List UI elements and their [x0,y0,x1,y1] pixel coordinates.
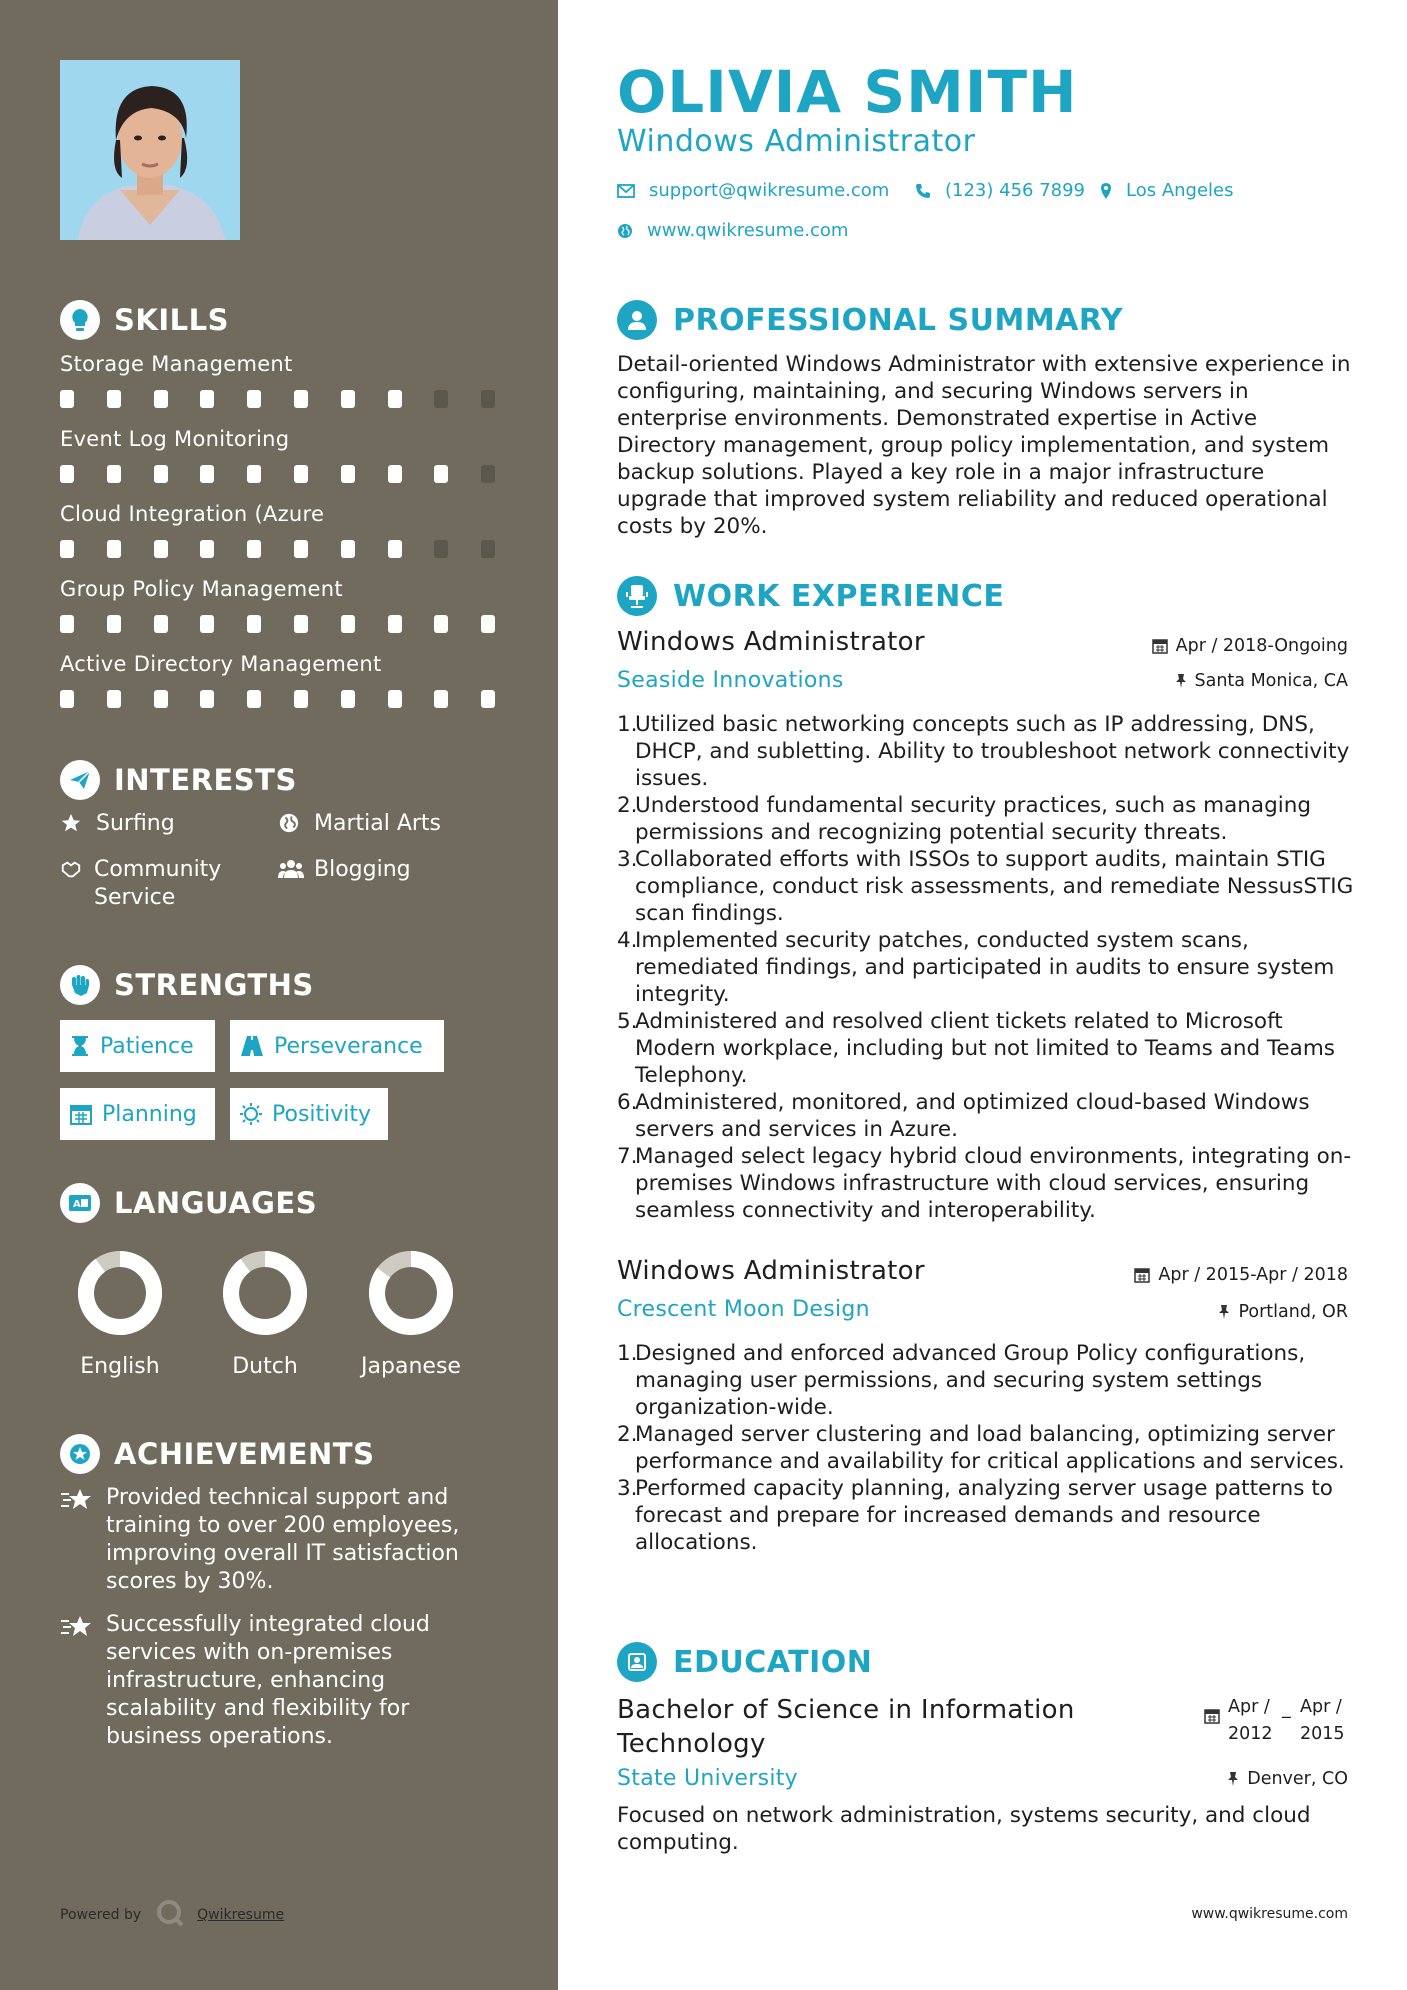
skill-item [60,577,500,633]
user-icon [617,300,657,340]
education-heading [617,1642,872,1682]
skill-dot [60,465,74,483]
skill-dot [434,390,448,408]
skill-dot [154,615,168,633]
skill-dot [60,540,74,558]
job-location [1218,1302,1348,1322]
language-name: English [80,1354,160,1379]
skill-dot [388,465,402,483]
interest-item [60,856,260,912]
strength-tag [230,1088,388,1140]
summary-title: PROFESSIONAL SUMMARY [673,302,1124,338]
language-ring [77,1250,163,1336]
job-location-text: Portland, OR [1238,1302,1348,1322]
interest-item [278,810,441,842]
strength-tag [60,1088,215,1140]
skill-dot [294,690,308,708]
skill-dot [341,465,355,483]
skill-dot [341,540,355,558]
skill-dot [481,390,495,408]
skill-dot [294,615,308,633]
duty-text: Designed and enforced advanced Group Policy configurations, managing user permissions, and securing system settings organization-wide. [635,1341,1306,1420]
email-contact[interactable] [617,180,889,201]
handshake-icon [60,858,82,888]
skill-dot [341,615,355,633]
skill-dot [247,615,261,633]
duty-text: Implemented security patches, conducted system scans, remediated findings, and participated in audits to ensure system integrity. [635,928,1335,1007]
graduation-icon [617,1642,657,1682]
interest-label: Surfing [96,811,175,836]
pin-icon [1175,673,1187,689]
skill-dot [247,690,261,708]
calendar-icon [1204,1708,1220,1724]
skill-rating [60,540,500,558]
phone-contact[interactable] [915,180,1085,201]
profile-photo [60,60,240,240]
skill-dot [481,615,495,633]
duty-text: Performed capacity planning, analyzing server usage patterns to forecast and prepare for increased demands and resource allocations. [635,1476,1333,1555]
duty-item: 2. Understood fundamental security practices, such as managing permissions and recognizing potential security threats. [617,792,1357,846]
skill-item [60,652,500,708]
interest-label: Martial Arts [314,811,442,836]
hourglass-icon [70,1035,90,1057]
qwikresume-logo-icon [155,1898,185,1932]
office-chair-icon [617,576,657,616]
job-company: Crescent Moon Design [617,1297,870,1322]
interest-item [60,810,175,842]
achievements-heading [60,1434,374,1474]
skill-rating [60,690,500,708]
powered-by-label: Powered by [60,1907,142,1923]
language-name: Dutch [232,1354,298,1379]
job-role: Windows Administrator [617,1256,925,1286]
skill-rating [60,615,500,633]
education-dates [1204,1694,1348,1748]
language-item [50,1250,190,1379]
job-dates-text: Apr / 2018-Ongoing [1175,636,1348,656]
skill-dot [200,690,214,708]
skill-rating [60,465,500,483]
interests-title: INTERESTS [114,763,297,797]
language-item [195,1250,335,1379]
skill-name: Storage Management [60,352,293,376]
strength-tag [230,1020,444,1072]
trophy-star-icon [60,1434,100,1474]
strengths-heading [60,965,314,1005]
skill-dot [154,540,168,558]
interest-item [278,856,411,888]
interest-label: Community Service [94,857,222,910]
strength-label: Perseverance [274,1033,423,1059]
users-icon [278,858,302,888]
skill-dot [60,390,74,408]
strength-label: Patience [100,1033,194,1059]
duty-item: 1. Utilized basic networking concepts such as IP addressing, DNS, DHCP, and subletting. Ability to troubleshoot network connectivity issues. [617,711,1357,792]
skill-name: Active Directory Management [60,652,382,676]
skill-dot [388,690,402,708]
skill-dot [434,540,448,558]
calendar-icon [70,1103,92,1125]
duty-item: 3. Collaborated efforts with ISSOs to support audits, maintain STIG compliance, conduct risk assessments, and remediate NessusSTIG scan findings. [617,846,1357,927]
candidate-name: OLIVIA SMITH [617,58,1078,126]
footer-website[interactable]: www.qwikresume.com [1191,1906,1348,1922]
website-contact[interactable] [617,220,848,241]
language-item [341,1250,481,1379]
education-title: EDUCATION [673,1644,873,1680]
duty-text: Understood fundamental security practices, such as managing permissions and recognizing potential security threats. [635,793,1311,845]
sidebar [0,0,558,1990]
skill-dot [247,540,261,558]
skill-dot [200,390,214,408]
skill-dot [107,465,121,483]
skill-dot [107,615,121,633]
duty-item: 3. Performed capacity planning, analyzing server usage patterns to forecast and prepare for increased demands and resource allocations. [617,1475,1357,1556]
skill-item [60,427,500,483]
road-icon [240,1035,264,1057]
candidate-title: Windows Administrator [617,124,976,159]
interest-label: Blogging [314,857,411,882]
skill-name: Cloud Integration (Azure [60,502,325,526]
achievement-item [60,1484,480,1596]
strength-label: Positivity [272,1101,372,1127]
map-marker-icon [1100,182,1112,200]
achievement-text: Provided technical support and training to over 200 employees, improving overall IT satisfaction scores by 30%. [106,1485,460,1594]
skill-rating [60,390,500,408]
translate-icon [60,1183,100,1223]
duty-item: 7. Managed select legacy hybrid cloud environments, integrating on-premises Windows infrastructure with cloud services, ensuring seamless connectivity and interoperability. [617,1143,1357,1224]
duty-item: 6. Administered, monitored, and optimized cloud-based Windows servers and services in Azure. [617,1089,1357,1143]
skill-dot [107,390,121,408]
job-location-text: Santa Monica, CA [1194,671,1348,691]
skill-name: Group Policy Management [60,577,343,601]
duty-text: Utilized basic networking concepts such as IP addressing, DNS, DHCP, and subletting. Ability to troubleshoot network connectivity issues. [635,712,1350,791]
skill-dot [294,390,308,408]
duty-text: Administered, monitored, and optimized cloud-based Windows servers and services in Azure. [635,1090,1310,1142]
job-location [1175,671,1349,691]
education-start: Apr / 2012 [1228,1697,1273,1744]
skill-dot [294,540,308,558]
job-dates [1134,1265,1348,1285]
skill-dot [247,465,261,483]
skill-name: Event Log Monitoring [60,427,290,451]
skill-dot [481,690,495,708]
star-icon [60,812,84,842]
experience-title: WORK EXPERIENCE [673,578,1005,614]
education-location [1227,1769,1348,1789]
skill-dot [341,690,355,708]
skill-dot [388,540,402,558]
pin-icon [1227,1771,1239,1787]
globe-icon [278,812,302,842]
skill-dot [154,465,168,483]
language-ring [368,1250,454,1336]
skill-dot [154,390,168,408]
duty-item: 2. Managed server clustering and load balancing, optimizing server performance and availability for critical applications and services. [617,1421,1357,1475]
job-company: Seaside Innovations [617,668,844,693]
skill-dot [434,690,448,708]
job-role: Windows Administrator [617,627,925,657]
skill-dot [481,465,495,483]
language-ring [222,1250,308,1336]
duty-text: Managed server clustering and load balancing, optimizing server performance and availability for critical applications and services. [635,1422,1345,1474]
duty-item: 5. Administered and resolved client tickets related to Microsoft Modern workplace, including but not limited to Teams and Teams Telephony. [617,1008,1357,1089]
fist-icon [60,965,100,1005]
skill-dot [60,690,74,708]
education-description: Focused on network administration, systems security, and cloud computing. [617,1803,1311,1855]
date-separator: _ [1282,1699,1291,1719]
language-ring-fill [231,1259,299,1327]
phone-text: (123) 456 7899 [945,180,1086,201]
school-name: State University [617,1766,799,1791]
job-dates-text: Apr / 2015-Apr / 2018 [1158,1265,1348,1285]
envelope-icon [617,184,635,198]
achievement-item [60,1611,480,1751]
strengths-title: STRENGTHS [114,968,314,1002]
skill-dot [294,465,308,483]
skill-dot [200,615,214,633]
skill-dot [388,390,402,408]
calendar-icon [1134,1267,1150,1283]
duty-text: Administered and resolved client tickets related to Microsoft Modern workplace, including but not limited to Teams and Teams Telephony. [635,1009,1335,1088]
email-text: support@qwikresume.com [649,180,890,201]
skill-dot [107,690,121,708]
phone-icon [915,183,931,199]
skill-dot [388,615,402,633]
achievement-text: Successfully integrated cloud services with on-premises infrastructure, enhancing scalability and flexibility for business operations. [106,1612,430,1749]
calendar-icon [1152,638,1168,654]
skill-dot [434,615,448,633]
skill-dot [200,540,214,558]
interests-heading [60,760,297,800]
qwikresume-link[interactable]: Qwikresume [197,1907,285,1923]
language-ring-fill [86,1259,154,1327]
location-contact [1100,180,1234,201]
skill-dot [200,465,214,483]
duty-item: 1. Designed and enforced advanced Group Policy configurations, managing user permissions, and securing system settings organization-wide. [617,1340,1357,1421]
skill-item [60,352,500,408]
website-text: www.qwikresume.com [647,220,849,241]
skill-dot [247,390,261,408]
shooting-star-icon [60,1486,96,1596]
pin-icon [1218,1304,1230,1320]
summary-heading [617,300,1123,340]
job-duties [617,1340,1357,1556]
globe-icon [617,223,633,239]
skill-dot [60,615,74,633]
strength-tag [60,1020,215,1072]
achievements-title: ACHIEVEMENTS [114,1437,375,1471]
powered-by [60,1898,284,1932]
languages-heading [60,1183,317,1223]
languages-title: LANGUAGES [114,1186,318,1220]
paper-plane-icon [60,760,100,800]
svg-text:A: A [73,1199,81,1210]
skill-dot [341,390,355,408]
strength-label: Planning [102,1101,197,1127]
language-name: Japanese [361,1354,461,1379]
skill-dot [434,465,448,483]
lightbulb-icon [60,300,100,340]
sun-icon [240,1103,262,1125]
duty-text: Managed select legacy hybrid cloud environments, integrating on-premises Windows infrastructure with cloud services, ensuring seamless connectivity and interoperability. [635,1144,1352,1223]
degree-title: Bachelor of Science in Information Technology [617,1695,1075,1759]
education-end: Apr / 2015 [1300,1697,1345,1744]
shooting-star-icon [60,1613,96,1751]
experience-heading [617,576,1004,616]
location-text: Los Angeles [1126,180,1234,201]
job-duties [617,711,1357,1224]
duty-item: 4. Implemented security patches, conducted system scans, remediated findings, and participated in audits to ensure system integrity. [617,927,1357,1008]
skill-item [60,502,500,558]
education-location-text: Denver, CO [1247,1769,1348,1789]
duty-text: Collaborated efforts with ISSOs to support audits, maintain STIG compliance, conduct risk assessments, and remediate NessusSTIG scan findings. [635,847,1354,926]
summary-text: Detail-oriented Windows Administrator with extensive experience in configuring, maintaining, and securing Windows servers in enterprise environments. Demonstrated expertise in Active Directory management, group policy implementation, and system backup solutions. Played a key role in a major infrastructure upgrade that improved system reliability and reduced operational costs by 20%. [617,352,1351,539]
skill-dot [481,540,495,558]
skill-dot [154,690,168,708]
skills-heading [60,300,229,340]
skills-title: SKILLS [114,303,229,337]
skill-dot [107,540,121,558]
job-dates [1152,636,1348,656]
